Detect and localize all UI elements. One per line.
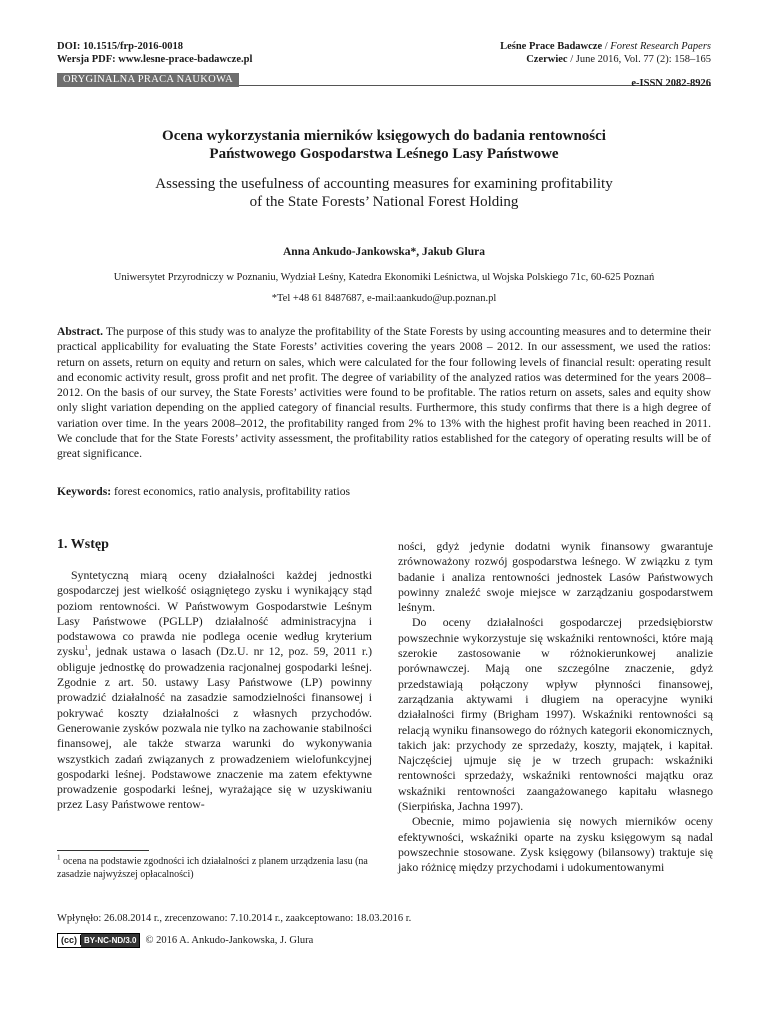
footnote-text: ocena na podstawie zgodności ich działalności z planem urządzenia lasu (na zasadzie najwyższej opłacalności) — [57, 856, 368, 880]
journal-name-pl: Leśne Prace Badawcze — [500, 41, 603, 52]
journal-name-en: Forest Research Papers — [610, 41, 711, 52]
title-polish-line1: Ocena wykorzystania mierników księgowych do badania rentowności — [162, 128, 606, 144]
footnote-ref[interactable]: 1 — [84, 644, 89, 653]
title-english — [57, 175, 711, 211]
header-right — [500, 40, 711, 66]
cc-license-badge[interactable] — [57, 933, 140, 948]
affiliation: Uniwersytet Przyrodniczy w Poznaniu, Wydział Leśny, Katedra Ekonomiki Leśnictwa, ul Wojska Polskiego 71c, 60-625 Poznań — [113, 272, 655, 283]
footnote-mark: 1 — [57, 853, 61, 862]
keywords-text: forest economics, ratio analysis, profitability ratios — [114, 485, 351, 498]
doi[interactable]: DOI: 10.1515/frp-2016-0018 — [57, 41, 183, 52]
footnote — [57, 855, 377, 881]
abstract-label: Abstract. — [57, 325, 104, 338]
issue-details: / June 2016, Vol. 77 (2): 158–165 — [567, 54, 711, 65]
copyright: © 2016 A. Ankudo-Jankowska, J. Glura — [145, 934, 314, 946]
cc-logo-icon: (cc) — [58, 935, 81, 945]
paragraph-text-b: , jednak ustawa o lasach (Dz.U. nr 12, poz. 59, 2011 r.) obliguje jednostkę do prowadzenia racjonalnej gospodarki leśnej. Zgodnie z art. 50. ustawy Lasy Państwowe (LP) powinny prowadzić działalność na zasadzie samodzielności finansowej i pokrywać koszty działalności z własnych przychodów. Generowanie zysków pozwala nie tylko na zachowanie stabilności finansowej, ale także stwarza warunki do wykonywania wszystkich zadań związanych z prowadzeniem wielofunkcyjnej gospodarki leśnej. Podstawowe znaczenie ma zatem efektywne prowadzenie gospodarki leśnej, wyrażające się w uzyskiwaniu przez Lasy Państwowe rentow- — [57, 644, 372, 812]
left-column — [57, 568, 372, 813]
abstract-text: The purpose of this study was to analyze the profitability of the State Forests by using accounting measures and to determine their practical applicability for evaluating the State Forests’ activities covering the years 2008 – 2012. In our assessment, we used the ratios: return on assets, return on equity and return on sales, which were calculated for the four following levels of financial result: operating result and economic activity result, gross profit and net profit. The degree of variability of the analyzed ratios was determined for the years 2008–2012. On the basis of our survey, the State Forests’ activities were found to be profitable. The ratios return on assets, sales and equity show only slight variation depending on the applied category of financial results. Furthermore, this study confirms that there is a high degree of variation over time. In the years 2008–2012, the profitability ranged from 2% to 13% with the highest profit having been reached in 2011. We conclude that for the State Forests’ activity assessment, the profitability ratios established for the category of operating results will be of great significance. — [57, 325, 711, 461]
submission-dates: Wpłynęło: 26.08.2014 r., zrecenzowano: 7.10.2014 r., zaakceptowano: 18.03.2016 r. — [57, 913, 412, 924]
authors: Anna Ankudo-Jankowska*, Jakub Glura — [283, 246, 485, 258]
article-type-badge: ORYGINALNA PRACA NAUKOWA — [57, 73, 239, 87]
paragraph — [57, 568, 372, 813]
cc-license-type: BY-NC-ND/3.0 — [81, 934, 139, 947]
paragraph: Obecnie, mimo pojawienia się nowych mierników oceny efektywności, wskaźniki oparte na zysku księgowym są nadal powszechnie stosowane. Zysk księgowy (bilansowy) traktuje się jako różnicę między przychodami i udokumentowanymi — [398, 814, 713, 875]
keywords — [57, 485, 711, 498]
issue-month: Czerwiec — [526, 54, 568, 65]
section-heading: 1. Wstęp — [57, 537, 109, 552]
right-column — [398, 539, 713, 876]
abstract — [57, 324, 711, 462]
keywords-label: Keywords: — [57, 485, 112, 498]
header-left — [57, 40, 252, 66]
pdf-version-link[interactable]: Wersja PDF: www.lesne-prace-badawcze.pl — [57, 54, 253, 65]
license-block — [57, 933, 313, 947]
issue-info — [500, 53, 711, 66]
paragraph-text-a: Syntetyczną miarą oceny działalności każdej jednostki gospodarczej jest wielkość osiągniętego zysku i wynikający stąd poziom rentowności. W Państwowym Gospodarstwie Leśnym Lasy Państwowe (PGLLP) działalność administracyjna i podstawowa co prawda nie podlega ocenie według kryterium zysku — [57, 568, 372, 659]
paragraph: ności, gdyż jedynie dodatni wynik finansowy gwarantuje zrównoważony rozwój gospodarstwa leśnego. W związku z tym badanie i analiza rentowności jednostek Lasów Państwowych powinny znaleźć swoje miejsce w zarządzaniu gospodarstwem leśnym. — [398, 539, 713, 615]
paragraph: Do oceny działalności gospodarczej przedsiębiorstw powszechnie wykorzystuje się wskaźniki rentowności, które mają szerokie zastosowanie w różnokierunkowej analizie porównawczej. Mają one szczególne znaczenie, gdyż przedstawiają połączony wpływ płynności finansowej, zarządzania aktywami i długiem na operacyjne wyniki działalności firmy (Brigham 1997). Wskaźniki rentowności są relacją wyniku finansowego do różnych kategorii ekonomicznych, takich jak: przychody ze sprzedaży, koszty, majątek, i kapitał. Najczęściej ujmuje się je w trzech grupach: wskaźniki rentowności sprzedaży, wskaźniki rentowności majątku oraz wskaźniki rentowności zaangażowanego kapitału własnego (Sierpińska, Jachna 1997). — [398, 615, 713, 814]
title-polish-line2: Państwowego Gospodarstwa Leśnego Lasy Państwowe — [209, 146, 559, 162]
contact-info: *Tel +48 61 8487687, e-mail:aankudo@up.poznan.pl — [271, 293, 497, 304]
journal-name — [500, 40, 711, 53]
title-polish — [57, 127, 711, 163]
title-english-line1: Assessing the usefulness of accounting measures for examining profitability — [155, 176, 613, 192]
title-english-line2: of the State Forests’ National Forest Holding — [249, 194, 519, 210]
footnote-rule — [57, 850, 149, 851]
journal-separator: / — [602, 41, 611, 52]
eissn: e-ISSN 2082-8926 — [631, 78, 711, 89]
